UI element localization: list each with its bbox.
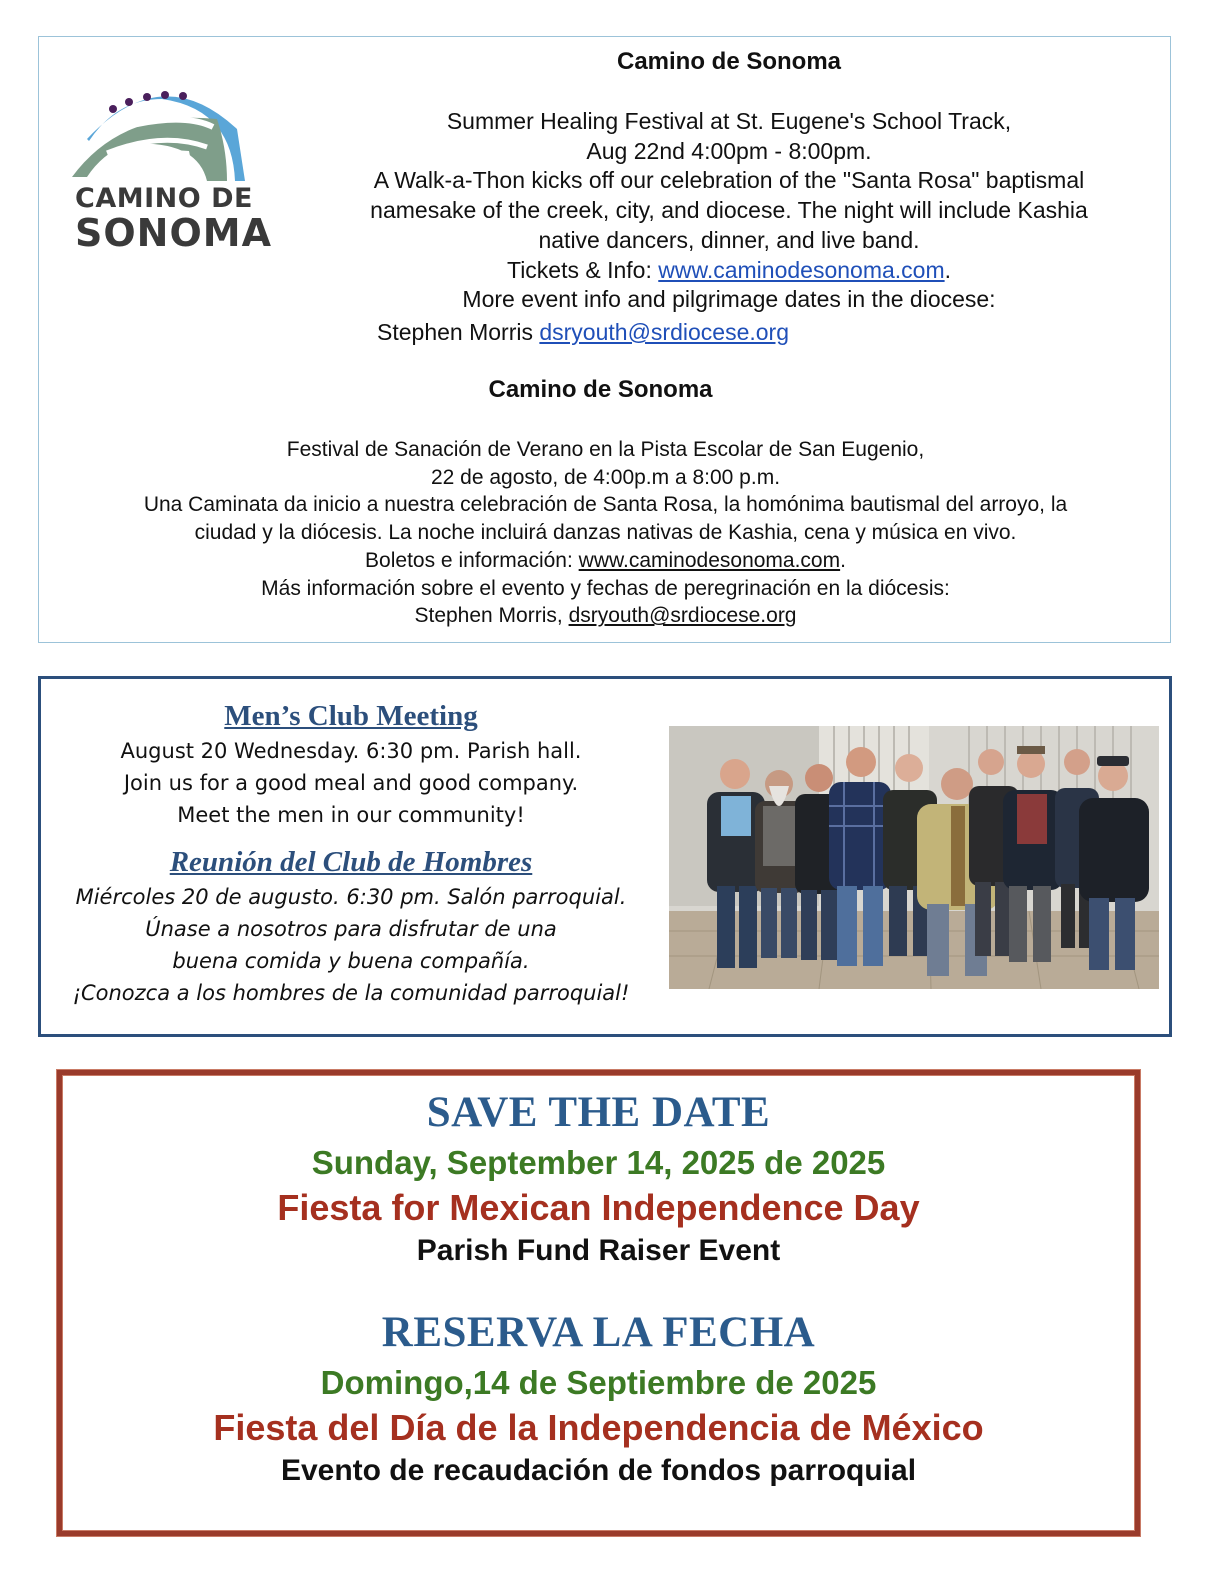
camino-de-sonoma-logo — [67, 69, 273, 259]
tickets-end: . — [944, 256, 951, 283]
camino-en-line: A Walk-a-Thon kicks off our celebration of the "Santa Rosa" baptismal — [373, 167, 1085, 194]
logo-text-line2: SONOMA — [75, 211, 273, 255]
mens-club-line-es: Únase a nosotros para disfrutar de una — [145, 917, 557, 941]
mens-club-text — [41, 697, 661, 1009]
save-the-date-event: Fiesta for Mexican Independence Day — [277, 1187, 920, 1228]
camino-en-line: Summer Healing Festival at St. Eugene's School Track, — [446, 108, 1012, 134]
camino-en-tickets — [319, 256, 1139, 286]
contact-name: Stephen Morris, — [414, 604, 569, 628]
reserva-la-fecha-spanish — [62, 1309, 1135, 1491]
reserva-la-fecha-heading: RESERVA LA FECHA — [381, 1309, 816, 1356]
camino-es-line: Una Caminata da inicio a nuestra celebración de Santa Rosa, la homónima bautismal del arroyo, la — [143, 493, 1068, 517]
mens-club-section — [38, 676, 1172, 1037]
camino-spanish-block — [39, 436, 1172, 630]
tickets-label: Tickets & Info: — [507, 256, 659, 283]
contact-email-link-es[interactable]: dsryouth@srdiocese.org — [568, 604, 797, 628]
camino-website-link-es[interactable]: www.caminodesonoma.com — [578, 548, 841, 572]
camino-en-more-info: More event info and pilgrimage dates in the diocese: — [462, 286, 996, 313]
contact-email-link[interactable]: dsryouth@srdiocese.org — [539, 319, 789, 345]
mens-club-line-en: August 20 Wednesday. 6:30 pm. Parish hall. — [120, 739, 582, 763]
mens-club-group-photo — [669, 726, 1159, 989]
camino-es-title — [39, 375, 1172, 405]
camino-es-more-info: Más información sobre el evento y fechas de peregrinación en la diócesis: — [261, 576, 950, 600]
camino-en-contact — [377, 317, 789, 347]
tickets-end: . — [840, 548, 846, 572]
mens-club-line-es: ¡Conozca a los hombres de la comunidad parroquial! — [72, 981, 630, 1005]
mens-club-line-es: buena comida y buena compañía. — [172, 949, 530, 973]
save-the-date-english — [62, 1089, 1135, 1271]
logo-text-line1: CAMINO DE — [75, 183, 253, 214]
camino-es-tickets — [39, 547, 1172, 575]
camino-de-sonoma-section — [38, 36, 1171, 643]
save-the-date-date: Sunday, September 14, 2025 de 2025 — [311, 1144, 886, 1181]
contact-name: Stephen Morris — [377, 319, 540, 345]
mens-club-title-en: Men’s Club Meeting — [224, 700, 478, 732]
camino-es-line: Festival de Sanación de Verano en la Pista Escolar de San Eugenio, — [286, 438, 925, 461]
mens-club-line-es: Miércoles 20 de augusto. 6:30 pm. Salón parroquial. — [75, 885, 627, 909]
save-the-date-heading: SAVE THE DATE — [426, 1089, 771, 1136]
camino-en-line: namesake of the creek, city, and diocese. The night will include Kashia — [370, 197, 1088, 224]
camino-logo-graphic — [67, 69, 257, 189]
mens-club-line-en: Join us for a good meal and good company. — [123, 771, 579, 795]
save-the-date-subtitle: Parish Fund Raiser Event — [416, 1234, 781, 1267]
camino-es-title-text: Camino de Sonoma — [488, 376, 713, 403]
camino-en-line: Aug 22nd 4:00pm - 8:00pm. — [586, 137, 872, 164]
reserva-la-fecha-event: Fiesta del Día de la Independencia de México — [213, 1407, 984, 1448]
camino-en-line: native dancers, dinner, and live band. — [538, 226, 920, 253]
camino-es-contact — [39, 602, 1172, 630]
camino-es-line: ciudad y la diócesis. La noche incluirá danzas nativas de Kashia, cena y música en vivo. — [194, 521, 1017, 545]
camino-website-link[interactable]: www.caminodesonoma.com — [658, 256, 945, 283]
reserva-la-fecha-subtitle: Evento de recaudación de fondos parroquial — [280, 1454, 917, 1487]
mens-club-title-es: Reunión del Club de Hombres — [169, 846, 533, 878]
camino-english-block — [319, 47, 1139, 315]
save-the-date-section — [57, 1070, 1140, 1536]
tickets-label: Boletos e información: — [365, 548, 579, 572]
mens-club-line-en: Meet the men in our community! — [177, 803, 525, 827]
camino-en-title: Camino de Sonoma — [616, 48, 842, 75]
camino-es-line: 22 de agosto, de 4:00p.m a 8:00 p.m. — [430, 465, 781, 489]
reserva-la-fecha-date: Domingo,14 de Septiembre de 2025 — [320, 1364, 877, 1401]
